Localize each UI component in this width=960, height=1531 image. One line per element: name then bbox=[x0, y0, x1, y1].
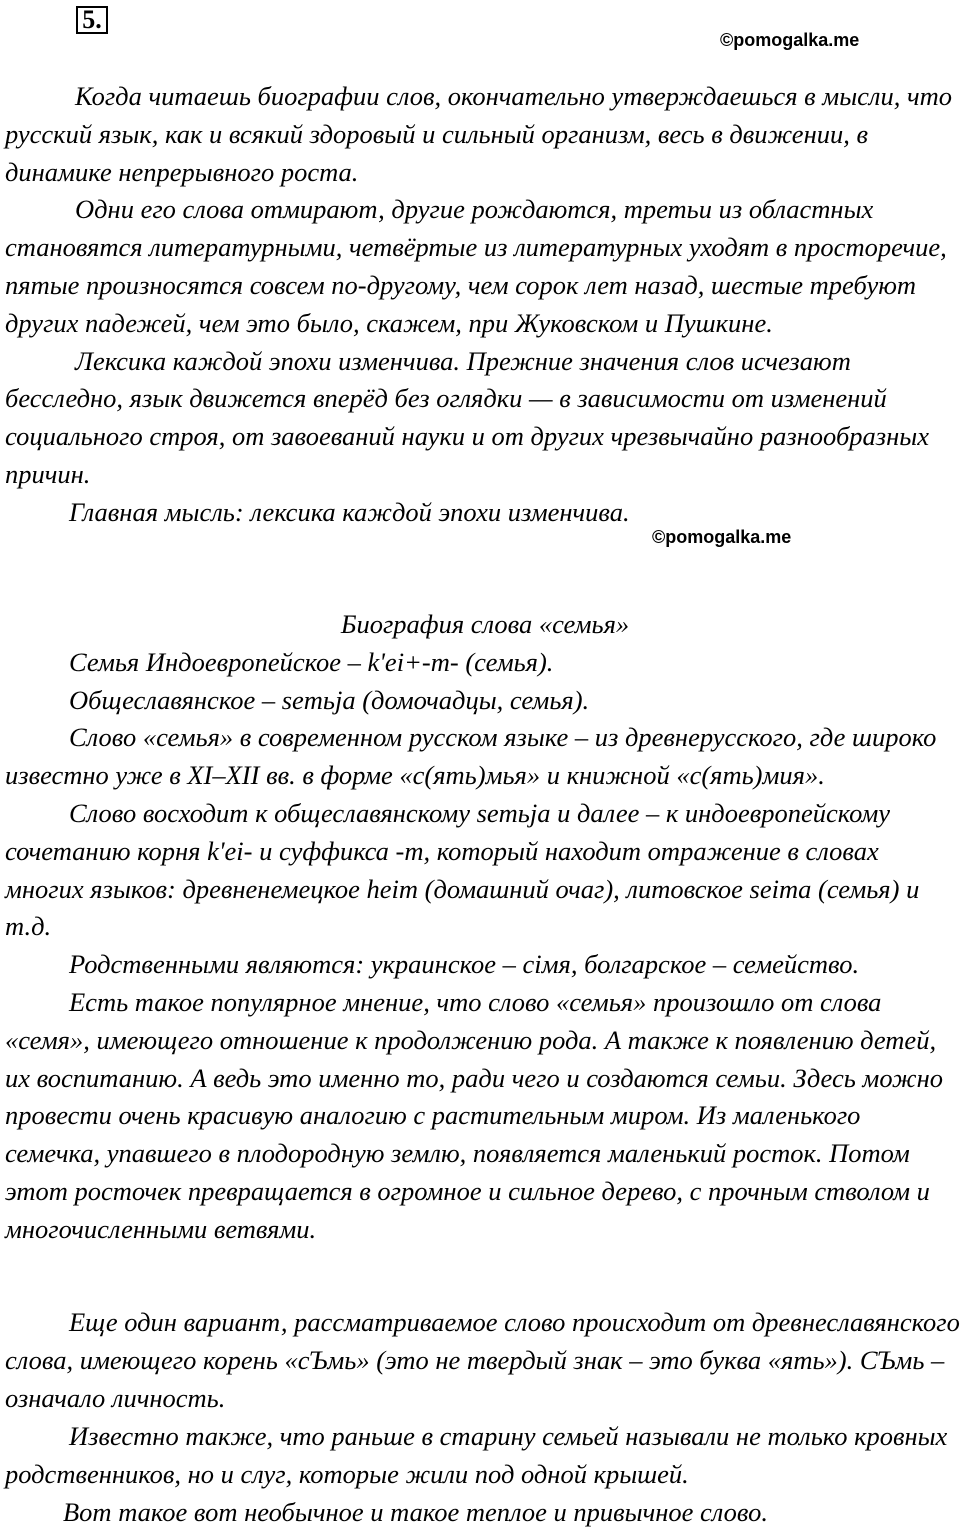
paragraph: Вот такое вот необычное и такое теплое и привычное слово. bbox=[63, 1496, 768, 1527]
paragraph: Слово «семья» в современном русском языке – из древнерусского, где широко известно уже в XI–XII вв. в форме «с(ять)мья» и книжной «с(ять)мия». bbox=[5, 722, 937, 791]
text-section-biography bbox=[5, 606, 960, 1249]
text-section-variant bbox=[5, 1304, 960, 1417]
text-section-intro bbox=[5, 78, 960, 532]
paragraph: Семья Индоевропейское – k'ei+-m- (семья). bbox=[69, 646, 554, 677]
paragraph: Еще один вариант, рассматриваемое слово происходит от древнеславянского слова, имеющего корень «сЪмь» (это не твердый знак – это буква «ять»). СЪмь – означало личность. bbox=[5, 1307, 960, 1413]
paragraph: Лексика каждой эпохи изменчива. Прежние значения слов исчезают бесследно, язык движется вперёд без оглядки — в зависимости от изменений социального строя, от завоеваний науки и от других чрезвычайно разнообразных причин. bbox=[5, 345, 929, 489]
paragraph: Известно также, что раньше в старину семьей называли не только кровных родственников, но и слуг, которые жили под одной крышей. bbox=[5, 1421, 948, 1489]
paragraph: Одни его слова отмирают, другие рождаются, третьи из областных становятся литературными, четвёртые из литературных уходят в просторечие, пятые произносятся совсем по-другому, чем сорок лет назад, шестые требуют других падежей, чем это было, скажем, при Жуковском и Пушкине. bbox=[5, 194, 947, 338]
watermark-top: ©pomogalka.me bbox=[720, 30, 860, 50]
paragraph: Слово восходит к общеславянскому semьja и далее – к индоевропейскому сочетанию корня k'ei- и суффикса -m, который находит отражение в словах многих языков: древненемецкое heim (домашний очаг), литовское seima (семья) и т.д. bbox=[5, 797, 920, 942]
main-idea: Главная мысль: лексика каждой эпохи изменчива. bbox=[69, 496, 630, 527]
section-heading: Биография слова «семья» bbox=[340, 609, 630, 639]
paragraph: Когда читаешь биографии слов, окончательно утверждаешься в мысли, что русский язык, как и всякий здоровый и сильный организм, весь в движении, в динамике непрерывного роста. bbox=[5, 81, 952, 187]
paragraph: Общеславянское – semьja (домочадцы, семья). bbox=[69, 684, 590, 715]
paragraph: Родственными являются: украинское – сiмя, болгарское – семейство. bbox=[69, 949, 860, 980]
watermark-middle: ©pomogalka.me bbox=[652, 527, 792, 547]
text-section-conclusion bbox=[5, 1418, 960, 1531]
exercise-number: 5. bbox=[76, 6, 108, 34]
paragraph: Есть такое популярное мнение, что слово «семья» произошло от слова «семя», имеющего отношение к продолжению рода. А также к появлению детей, их воспитанию. А ведь это именно то, ради чего и создаются семьи. Здесь можно провести очень красивую аналогию с растительным миром. Из маленького семечка, упавшего в плодородную землю, появляется маленький росток. Потом этот росточек превращается в огромное и сильное дерево, с прочным стволом и многочисленными ветвями. bbox=[5, 986, 943, 1244]
